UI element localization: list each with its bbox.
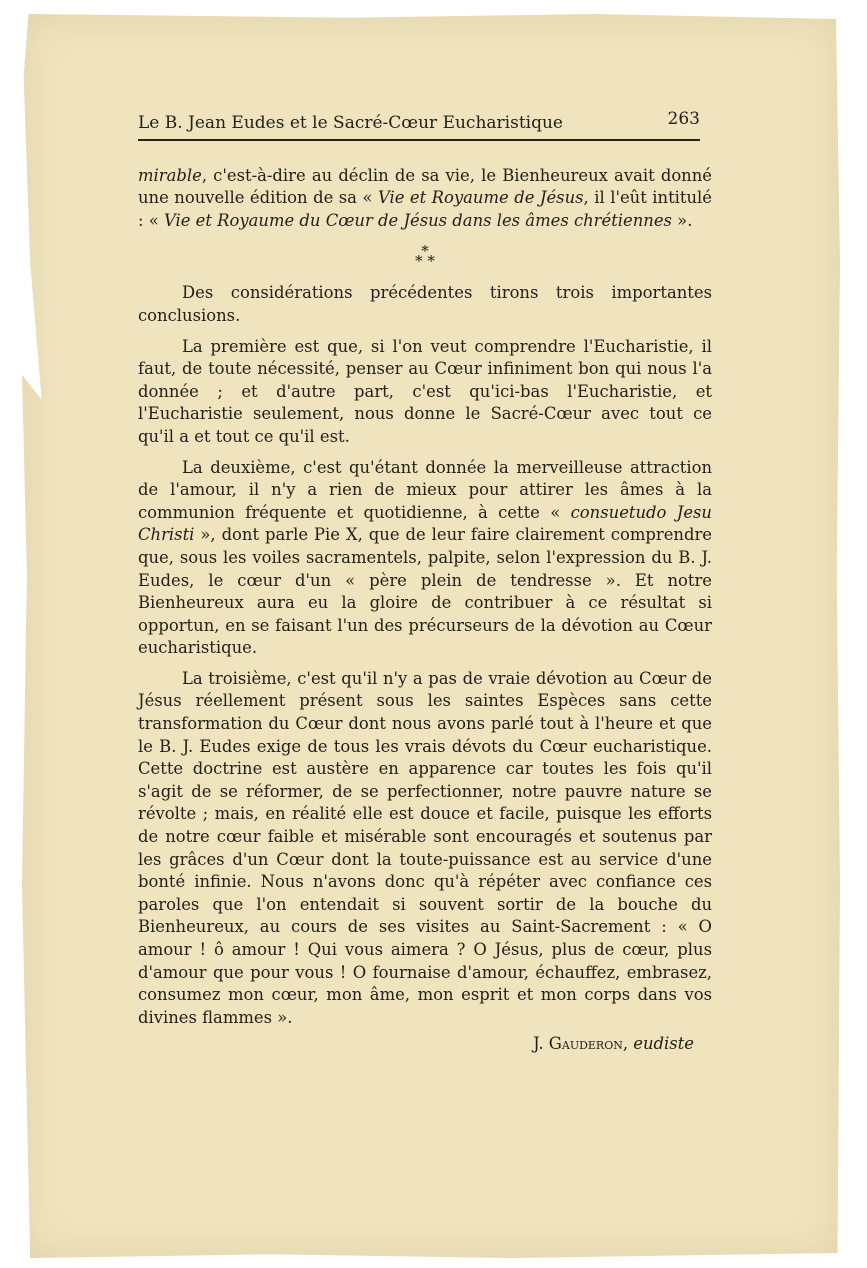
running-header [138,109,700,141]
section-separator-asterism: * * * [415,242,435,271]
page-content [138,109,712,1056]
paragraph-first-conclusion: La première est que, si l'on veut comprendre l'Eucharistie, il faut, de toute nécessité, penser au Cœur infiniment bon qui nous l'a donnée ; et d'autre part, c'est qu'ici-bas l'Eucharistie, et l'Eucharistie seulement, nous donne le Sacré-Cœur avec tout ce qu'il a et tout ce qu'il est. [138,336,712,446]
paragraph-second-conclusion: La deuxième, c'est qu'étant donnée la merveilleuse attraction de l'amour, il n'y a rien de mieux pour attirer les âmes à la communion fréquente et quotidienne, à cette « consuetudo Jesu Christi », dont parle Pie X, que de leur faire clairement comprendre que, sous les voiles sacramentels, palpite, selon l'expression du B. J. Eudes, le cœur d'un « père plein de tendresse ». Et notre Bienheureux aura eu la gloire de contribuer à ce résultat si opportun, en se faisant l'un des précurseurs de la dévotion au Cœur eucharistique. [138,457,712,658]
page-number: 263 [667,109,700,129]
author-signature: J. Gauderon, eudiste [533,1034,694,1054]
paragraph-third-conclusion: La troisième, c'est qu'il n'y a pas de vraie dévotion au Cœur de Jésus réellement présent sous les saintes Espèces sans cette transformation du Cœur dont nous avons parlé tout à l'heure et que le B. J. Eudes exige de tous les vrais dévots du Cœur eucharistique. Cette doctrine est austère en apparence car toutes les fois qu'il s'agit de se réformer, de se perfectionner, notre pauvre nature se révolte ; mais, en réalité elle est douce et facile, puisque les efforts de notre cœur faible et misérable sont encouragés et soutenus par les grâces d'un Cœur dont la toute-puissance est au service d'une bonté infinie. Nous n'avons donc qu'à répéter avec confiance ces paroles que l'on entendait si souvent sortir de la bouche du Bienheureux, au cours de ses visites au Saint-Sacrement : « O amour ! ô amour ! Qui vous aimera ? O Jésus, plus de cœur, plus d'amour que pour vous ! O fournaise d'amour, échauffez, embrasez, consumez mon cœur, mon âme, mon esprit et mon corps dans vos divines flammes ». [138,668,712,1027]
paragraph-intro: Des considérations précédentes tirons trois importantes conclusions. [138,283,712,325]
running-title: Le B. Jean Eudes et le Sacré-Cœur Eucharistique [138,113,563,133]
paragraph-continuation: mirable, c'est-à-dire au déclin de sa vie, le Bienheureux avait donné une nouvelle édition de sa « Vie et Royaume de Jésus, il l'eût intitulé : « Vie et Royaume du Cœur de Jésus dans les âmes chrétiennes ». [138,165,712,230]
